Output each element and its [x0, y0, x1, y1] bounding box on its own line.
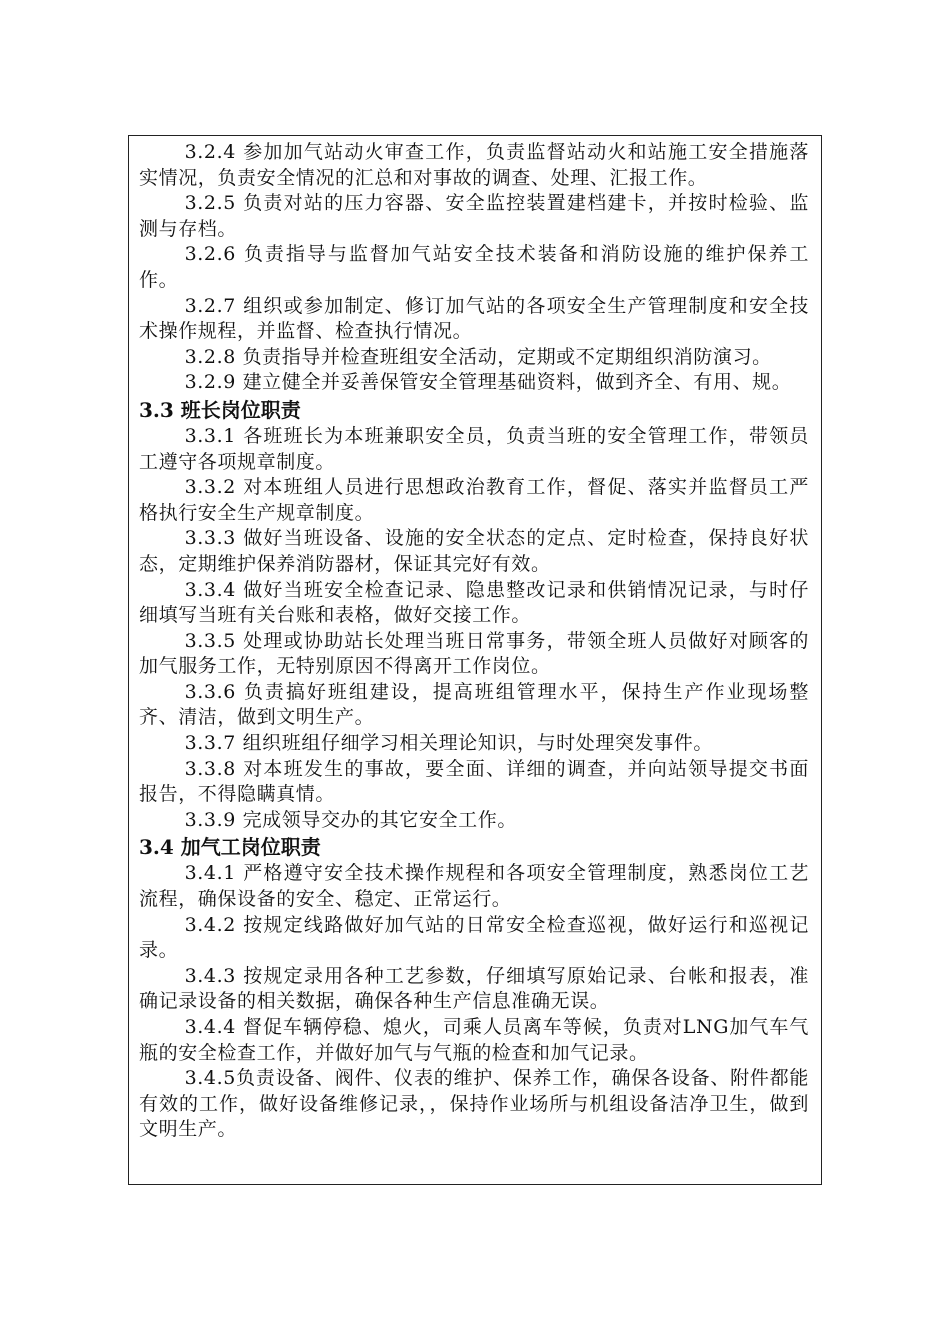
item-3-4-5: 3.4.5负责设备、阀件、仪表的维护、保养工作，确保各设备、附件都能有效的工作，做好设备维修记录，，保持作业场所与机组设备洁净卫生，做到文明生产。 [139, 1067, 809, 1141]
item-3-3-5: 3.3.5 处理或协助站长处理当班日常事务，带领全班人员做好对顾客的加气服务工作，无特别原因不得离开工作岗位。 [139, 629, 809, 678]
item-3-4-3: 3.4.3 按规定录用各种工艺参数，仔细填写原始记录、台帐和报表，准确记录设备的相关数据，确保各种生产信息准确无误。 [139, 964, 809, 1013]
item-3-3-1: 3.3.1 各班班长为本班兼职安全员，负责当班的安全管理工作，带领员工遵守各项规章制度。 [139, 424, 809, 473]
item-3-3-6: 3.3.6 负责搞好班组建设，提高班组管理水平，保持生产作业现场整齐、清洁，做到文明生产。 [139, 680, 809, 729]
item-3-4-2: 3.4.2 按规定线路做好加气站的日常安全检查巡视，做好运行和巡视记录。 [139, 913, 809, 962]
item-3-2-7: 3.2.7 组织或参加制定、修订加气站的各项安全生产管理制度和安全技术操作规程，并监督、检查执行情况。 [139, 294, 809, 343]
item-3-3-9: 3.3.9 完成领导交办的其它安全工作。 [184, 808, 517, 831]
document-frame [128, 135, 822, 1185]
item-3-4-4: 3.4.4 督促车辆停稳、熄火，司乘人员离车等候，负责对LNG加气车气瓶的安全检查工作，并做好加气与气瓶的检查和加气记录。 [139, 1016, 809, 1064]
section-heading-3-3: 3.3 班长岗位职责 [139, 397, 301, 422]
item-3-3-3: 3.3.3 做好当班设备、设施的安全状态的定点、定时检查，保持良好状态，定期维护保养消防器材，保证其完好有效。 [139, 527, 809, 575]
item-3-2-8: 3.2.8 负责指导并检查班组安全活动，定期或不定期组织消防演习。 [184, 345, 772, 368]
item-3-2-9: 3.2.9 建立健全并妥善保管安全管理基础资料，做到齐全、有用、规。 [184, 371, 792, 394]
item-3-2-6: 3.2.6 负责指导与监督加气站安全技术装备和消防设施的维护保养工作。 [139, 243, 809, 291]
item-3-3-4: 3.3.4 做好当班安全检查记录、隐患整改记录和供销情况记录，与时仔细填写当班有关台账和表格，做好交接工作。 [139, 578, 809, 627]
item-3-4-1: 3.4.1 严格遵守安全技术操作规程和各项安全管理制度，熟悉岗位工艺流程，确保设备的安全、稳定、正常运行。 [139, 862, 809, 911]
section-heading-3-4: 3.4 加气工岗位职责 [139, 835, 321, 860]
document-body [139, 140, 809, 1143]
item-3-2-5: 3.2.5 负责对站的压力容器、安全监控装置建档建卡，并按时检验、监测与存档。 [139, 192, 809, 240]
item-3-3-2: 3.3.2 对本班组人员进行思想政治教育工作，督促、落实并监督员工严格执行安全生产规章制度。 [139, 476, 809, 524]
item-3-3-7: 3.3.7 组织班组仔细学习相关理论知识，与时处理突发事件。 [184, 732, 713, 755]
item-3-3-8: 3.3.8 对本班发生的事故，要全面、详细的调查，并向站领导提交书面报告，不得隐瞒真情。 [139, 757, 809, 806]
item-3-2-4: 3.2.4 参加加气站动火审查工作，负责监督站动火和站施工安全措施落实情况，负责安全情况的汇总和对事故的调查、处理、汇报工作。 [139, 141, 809, 189]
